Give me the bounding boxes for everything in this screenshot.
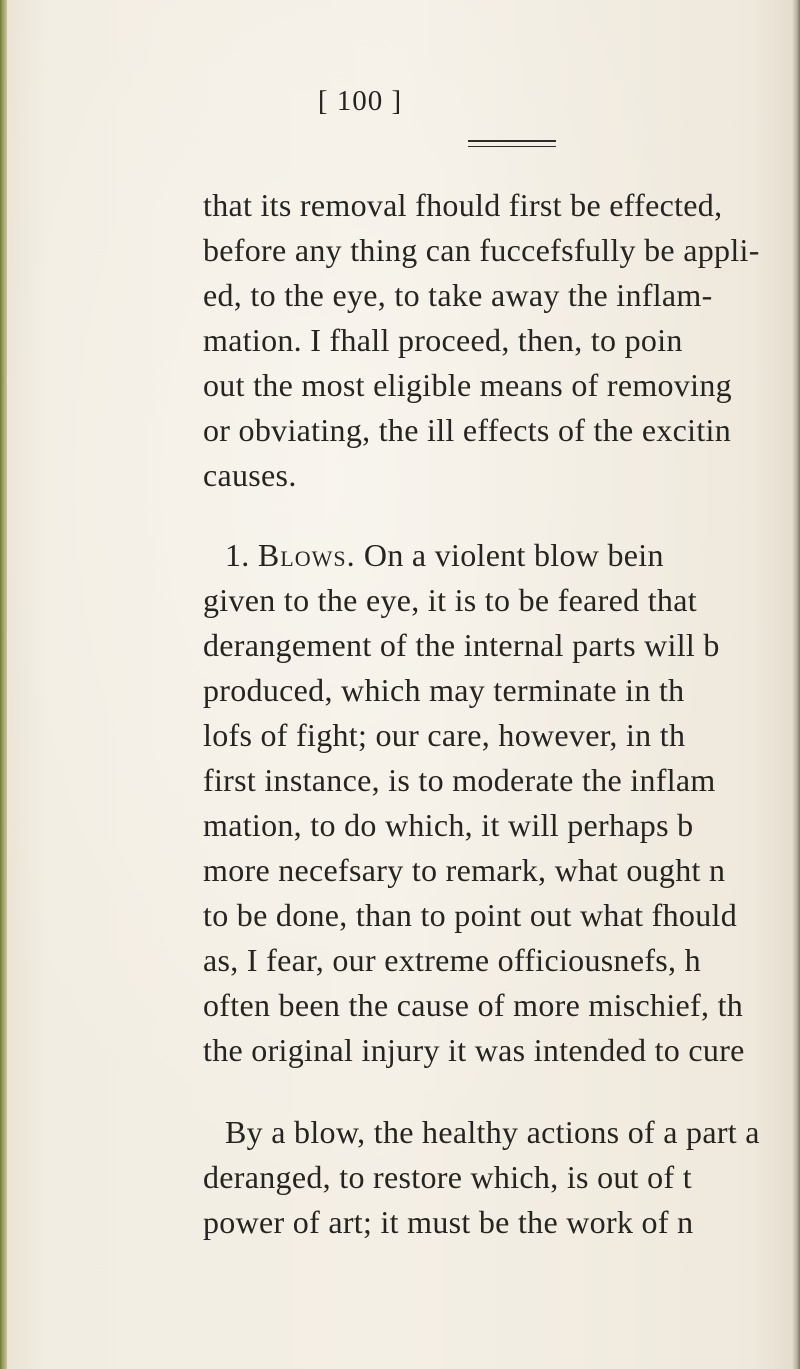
body-text [0, 150, 800, 1250]
text-line: or obviating, the ill effects of the excitin [203, 412, 732, 448]
text-line: mation, to do which, it will perhaps b [203, 807, 694, 843]
text-line: the original injury it was intended to cure [203, 1032, 745, 1068]
text-line: before any thing can fuccefsfully be appli- [203, 232, 760, 268]
section-title: Blows. [257, 537, 356, 573]
page-header [0, 85, 800, 118]
header-rule [468, 140, 556, 147]
text-line: derangement of the internal parts will b [203, 627, 720, 663]
text-line: often been the cause of more mischief, th [203, 987, 744, 1023]
text-line: mation. I fhall proceed, then, to poin [203, 322, 683, 358]
text-line: produced, which may terminate in th [203, 672, 685, 708]
text-line: lofs of fight; our care, however, in th [203, 717, 686, 753]
text-line: out the most eligible means of removing [203, 367, 732, 403]
text-line: as, I fear, our extreme officiousnefs, h [203, 942, 701, 978]
text-line: deranged, to restore which, is out of t [203, 1159, 692, 1195]
text-line: that its removal fhould first be effected, [203, 187, 723, 223]
text-line: to be done, than to point out what fhould [203, 897, 738, 933]
page-number: [ 100 ] [317, 85, 403, 117]
section-first-line: On a violent blow bein [363, 537, 664, 573]
text-line: first instance, is to moderate the inflam [203, 762, 716, 798]
text-line: causes. [203, 457, 297, 493]
text-line: ed, to the eye, to take away the inflam- [203, 277, 713, 313]
section-number: 1. [225, 537, 250, 573]
text-line: By a blow, the healthy actions of a part a [225, 1114, 760, 1150]
text-line: more necefsary to remark, what ought n [203, 852, 726, 888]
section-heading-line [225, 535, 664, 575]
text-line: given to the eye, it is to be feared that [203, 582, 697, 618]
text-line: power of art; it must be the work of n [203, 1204, 694, 1240]
